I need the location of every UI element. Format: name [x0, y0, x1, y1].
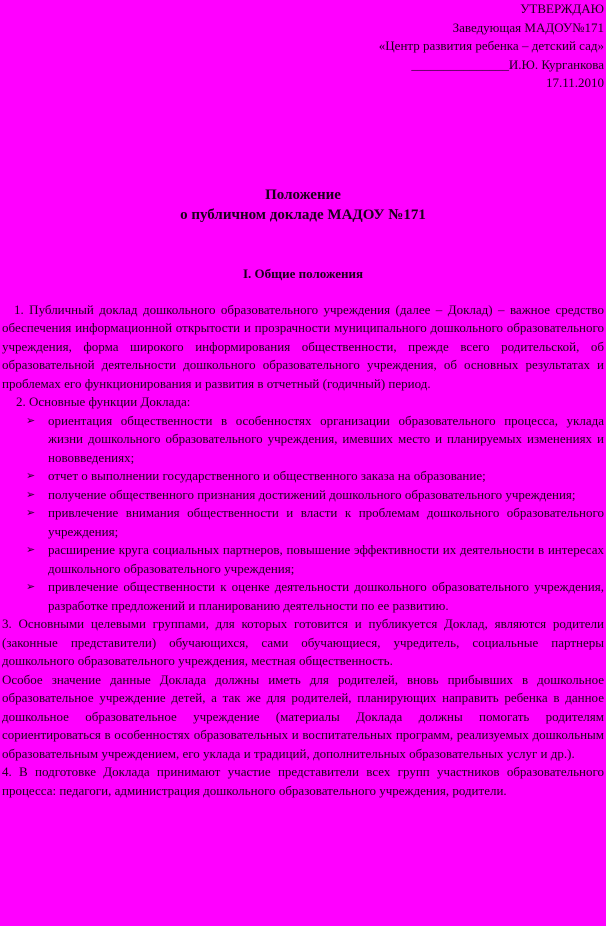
- approval-date: 17.11.2010: [545, 75, 604, 90]
- approval-signature: _______________И.Ю. Курганкова: [411, 56, 604, 72]
- list-item: [26, 541, 604, 578]
- list-item-text: привлечение общественности к оценке деятельности дошкольного образовательного учреждения, разработке предложений и планированию деятельности по ее развитию.: [48, 579, 604, 613]
- approval-heading: УТВЕРЖДАЮ: [520, 1, 604, 16]
- approval-position: Заведующая МАДОУ№171: [452, 19, 604, 35]
- paragraph-1: 1. Публичный доклад дошкольного образовательного учреждения (далее – Доклад) – важное средство обеспечения информационной открытости и прозрачности муниципального дошкольного образовательного учреждения, форма широкого информирования общественности, прежде всего родительской, об образовательной деятельности дошкольного образовательного учреждения, об основных результатах и проблемах его функционирования и развития в отчетный (годичный) период.: [2, 301, 604, 391]
- arrowhead-bullet-icon: ➢: [26, 544, 36, 556]
- paragraph-2: 2. Основные функции Доклада:: [16, 394, 191, 409]
- paragraph-5: 4. В подготовке Доклада принимают участие представители всех групп участников образовательного процесса: педагоги, администрация дошкольного образовательного учреждения, родители.: [2, 764, 604, 798]
- arrowhead-bullet-icon: ➢: [26, 507, 36, 519]
- list-item-text: получение общественного признания достижений дошкольного образовательного учреждения;: [48, 486, 576, 502]
- approval-block: [2, 0, 604, 93]
- list-item: [26, 467, 604, 486]
- list-item-text: отчет о выполнении государственного и общественного заказа на образование;: [48, 468, 486, 483]
- approval-organization: «Центр развития ребенка – детский сад»: [378, 38, 604, 53]
- arrowhead-bullet-icon: ➢: [26, 581, 36, 593]
- arrowhead-bullet-icon: ➢: [26, 414, 36, 427]
- list-item: [26, 486, 604, 505]
- arrowhead-bullet-icon: ➢: [26, 470, 36, 482]
- list-item-text: расширение круга социальных партнеров, повышение эффективности их деятельности в интересах дошкольного образовательного учреждения;: [48, 542, 604, 576]
- arrowhead-bullet-icon: ➢: [26, 488, 36, 501]
- list-item: [26, 412, 604, 468]
- functions-list: [2, 412, 604, 616]
- list-item-text: ориентация общественности в особенностях организации образовательного процесса, уклада жизни дошкольного образовательного учреждения, имевших место и планируемых изменениях и нововведениях;: [48, 412, 604, 465]
- list-item: [26, 578, 604, 615]
- document-body: [2, 301, 604, 801]
- paragraph-3: 3. Основными целевыми группами, для которых готовится и публикуется Доклад, являются родители (законные представители) обучающихся, сами обучающиеся, учредитель, социальные партнеры дошкольного образовательного учреждения, местная общественность.: [2, 616, 604, 668]
- document-title: [2, 185, 604, 225]
- list-item-text: привлечение внимания общественности и власти к проблемам дошкольного образовательного учреждения;: [48, 505, 604, 539]
- title-line-2: о публичном докладе МАДОУ №171: [180, 206, 426, 223]
- title-line-1: Положение: [265, 186, 341, 203]
- section-heading: I. Общие положения: [243, 265, 363, 281]
- paragraph-4: Особое значение данные Доклада должны иметь для родителей, вновь прибывших в дошкольное образовательное учреждение детей, а так же для родителей, планирующих направить ребенка в данное дошкольное образовательное учреждение (материалы Доклада должны помогать родителям сориентироваться в особенностях образовательных и воспитательных программ, реализуемых дошкольным образовательным учреждением, его уклада и традиций, дополнительных образовательных услуг и др.).: [2, 671, 604, 761]
- list-item: [26, 504, 604, 541]
